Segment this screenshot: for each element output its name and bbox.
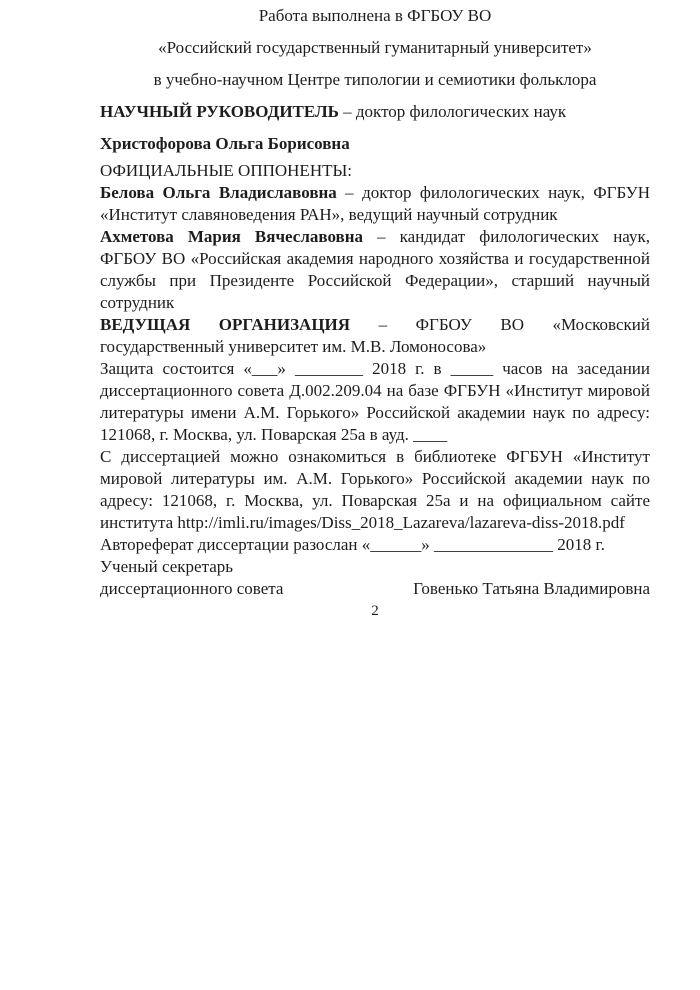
header-line-university: «Российский государственный гуманитарный университет» (158, 38, 592, 57)
opponent-description: – доктор филологических наук, ФГБУН «Институт славяноведения РАН», ведущий научный сотрудник (100, 183, 650, 224)
supervisor-section (100, 96, 650, 160)
work-performed-header (100, 0, 650, 96)
secretary-name: Говенько Татьяна Владимировна (413, 579, 650, 598)
opponent-entry (100, 226, 650, 314)
secretary-role-line1: Ученый секретарь (100, 557, 234, 576)
opponent-entry (100, 182, 650, 226)
dissertation-url: http://imli.ru/images/Diss_2018_Lazareva/lazareva-diss-2018.pdf (177, 513, 625, 532)
opponent-description: – кандидат филологических наук, ФГБОУ ВО «Российская академия народного хозяйства и государственной службы при Президенте Российской Федерации», старший научный сотрудник (100, 227, 650, 312)
page-number: 2 (371, 603, 379, 619)
leading-organization (100, 314, 650, 358)
library-text: С диссертацией можно ознакомиться в библиотеке ФГБУН «Институт мировой литературы им. А.М. Горького» Российской академии наук по адресу: 121068, г. Москва, ул. Поварская 25а и на официальном сайте института (100, 447, 650, 532)
leading-organization-description: – ФГБОУ ВО «Московский государственный университет им. М.В. Ломоносова» (100, 315, 650, 356)
secretary-role-line2: диссертационного совета (100, 579, 284, 598)
supervisor-label: НАУЧНЫЙ РУКОВОДИТЕЛЬ (100, 102, 339, 121)
opponent-name: Белова Ольга Владиславовна (100, 183, 337, 202)
abstract-distribution-line: Автореферат диссертации разослан «______» ______________ 2018 г. (100, 535, 605, 554)
supervisor-line (100, 96, 650, 128)
opponent-name: Ахметова Мария Вячеславовна (100, 227, 363, 246)
signature-section (100, 556, 650, 600)
document-content (100, 0, 650, 622)
secretary-role (100, 556, 283, 600)
header-line-institution-type: Работа выполнена в ФГБОУ ВО (258, 6, 492, 25)
supervisor-name: Христофорова Ольга Борисовна (100, 134, 350, 153)
supervisor-degree: – доктор филологических наук (338, 102, 567, 121)
leading-organization-label: ВЕДУЩАЯ ОРГАНИЗАЦИЯ (100, 315, 351, 334)
opponents-heading: ОФИЦИАЛЬНЫЕ ОППОНЕНТЫ: (100, 161, 353, 180)
library-info-paragraph (100, 446, 650, 534)
header-line-center: в учебно-научном Центре типологии и семиотики фольклора (153, 70, 597, 89)
defense-info-paragraph: Защита состоится «___» ________ 2018 г. в _____ часов на заседании диссертационного совета Д.002.209.04 на базе ФГБУН «Институт мировой литературы имени А.М. Горького» Российской академии наук по адресу: 121068, г. Москва, ул. Поварская 25а в ауд. ____ (100, 359, 650, 444)
